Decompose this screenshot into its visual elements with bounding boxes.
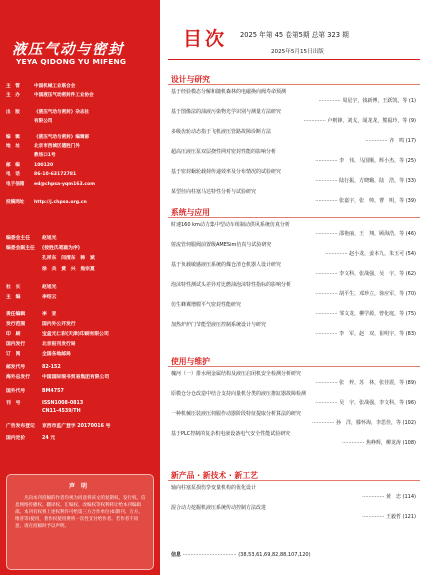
info-footer-pages: (38,53,61,69,82,88,107,120) — [238, 552, 311, 558]
info-value: 中国液压气动密封件工业协会 — [34, 93, 94, 98]
article-authors — [171, 117, 416, 124]
article-authors-text: ·············· 李 军，赵 双，崔明宇，等 (83) — [315, 331, 416, 337]
leader-dots: ·································· — [181, 552, 239, 558]
info-label: 地 址 — [6, 144, 20, 149]
info-label: 电子信箱 — [6, 182, 25, 187]
article-authors-text: ·············· 卢则锋，刘戈，闻龙龙，熊福玲，等 (9) — [303, 118, 416, 124]
header-rule — [168, 59, 420, 60]
article-authors-text: ·············· 赵小龙，姜本九，朱玉可 (54) — [325, 251, 416, 257]
article-authors-text: ·············· 张 梓，苏 林，张佳震，等 (89) — [315, 380, 416, 386]
article-authors-text: ·············· 周星宇，钱新博，王跃凯，等 (1) — [318, 98, 416, 104]
article-authors — [171, 419, 416, 426]
article-authors — [171, 330, 416, 337]
staff-label: 国内发行 — [6, 342, 26, 347]
staff-label: 邮发代号 — [6, 365, 26, 370]
article-title[interactable]: 仿生蜂翼增膛平气密封性能研究 — [171, 302, 242, 308]
article-authors — [171, 493, 416, 500]
journal-title: 液压气动与密封 — [12, 42, 124, 58]
article-authors — [171, 157, 416, 164]
article-title[interactable]: 时速160 km动力集中型动车组制动供风系统仿真分析 — [171, 222, 290, 228]
staff-label: 订 阅 — [6, 352, 21, 357]
info-row — [6, 110, 89, 116]
article-authors-text: ·············· 吴 宇，张战强，李文科，等 (96) — [315, 400, 416, 406]
info-row — [6, 153, 56, 159]
article-authors — [171, 439, 416, 446]
staff-row — [6, 409, 81, 414]
article-authors-text: ·············· 张嘉宇，张 帅，曹 明，等 (39) — [315, 198, 416, 204]
section-rule — [168, 217, 420, 218]
staff-value: 24 元 — [42, 436, 56, 441]
article-title[interactable]: 加热炉炉门节能型液压控制系统设计与研究 — [171, 322, 267, 328]
staff-row — [6, 387, 64, 394]
info-value: 中国机械工业联合会 — [34, 84, 76, 89]
staff-value: 国内外公开发行 — [42, 322, 76, 327]
section-heading: 新产品 · 新技术 · 新工艺 — [171, 471, 258, 480]
info-row — [6, 84, 75, 90]
staff-value: 宝盒元仁彩(天津)印刷有限公司 — [42, 332, 109, 337]
staff-value: 李 亚 — [42, 312, 57, 317]
staff-value: 孔祥东 闫清东 韩 斌 — [42, 256, 95, 261]
article-title[interactable]: 基于负载敏感液压系统的煤仓清仓机器人设计研究 — [171, 262, 282, 268]
staff-row — [6, 422, 110, 429]
staff-value: 徐 兵 黄 兴 焦宗夏 — [42, 267, 95, 272]
info-row — [6, 172, 76, 178]
article-title[interactable]: 某型径向柱塞马达特性分析与试验研究 — [171, 189, 257, 195]
staff-row — [6, 399, 83, 406]
staff-label: 国外代号 — [6, 389, 26, 394]
info-row — [6, 135, 89, 141]
statement-box — [6, 474, 154, 570]
staff-label: 编委会主任 — [6, 236, 30, 241]
staff-row — [6, 330, 109, 337]
article-authors-text: ·············· 邵艳丽，王 翔，顾海浩，等 (46) — [315, 231, 416, 237]
article-authors — [171, 230, 416, 237]
section-heading: 设计与研究 — [171, 75, 210, 84]
section-rule — [168, 366, 420, 367]
article-authors — [171, 177, 416, 184]
masthead-panel — [0, 0, 160, 575]
article-authors-text: ·············· 陆行振，方晓璐，陆 浩，等 (33) — [315, 178, 416, 184]
staff-row — [6, 283, 56, 290]
section-heading: 系统与应用 — [171, 208, 210, 217]
article-authors — [171, 250, 416, 257]
info-value: http://j.chpsa.org.cn — [34, 200, 87, 205]
staff-value: 82-152 — [42, 365, 61, 370]
info-row — [6, 93, 94, 99]
info-label: 编 辑 — [6, 135, 20, 140]
info-value: 北京市西城区德胜门外 — [34, 144, 80, 149]
article-authors — [171, 379, 416, 386]
article-authors — [171, 137, 416, 144]
article-authors-text: ·············· 焦峥辉，柳龙涛 (108) — [342, 440, 416, 446]
staff-label: 国内定价 — [6, 436, 26, 441]
staff-label: 主 编 — [6, 295, 21, 300]
article-authors — [171, 513, 416, 520]
staff-value: 赵旭光 — [42, 285, 57, 290]
staff-row — [6, 234, 56, 241]
staff-label: 社 长 — [6, 285, 21, 290]
section-rule — [168, 84, 420, 85]
staff-row — [6, 293, 56, 300]
statement-title: 声明 — [68, 483, 93, 490]
staff-value: 中国国际图书贸易集团有限公司 — [42, 375, 110, 380]
info-value: 《液压气动与密封》杂志社 — [34, 110, 90, 115]
info-value: ed@chpsa-yqm163.com — [34, 182, 96, 187]
info-row — [6, 119, 52, 125]
article-authors-text: ·············· 王毅哲 (121) — [362, 514, 416, 520]
info-label: 电 话 — [6, 172, 20, 177]
info-label: 主 管 — [6, 84, 20, 89]
info-footer-label: 信息 — [171, 552, 182, 558]
article-title[interactable]: 基于密封蜗轮载荷传递效率及分布情况的试验研究 — [171, 169, 282, 175]
staff-value: 赵旭光 — [42, 236, 57, 241]
section-heading: 使用与维护 — [171, 357, 210, 366]
statement-body: 凡向本刊投稿的作者均视为同意将该文的复制权、发行权、信息网络传播权、翻译权、汇编权、改编权等权利转让给本刊编辑部。本刊有权将上述权利许可给第三方合作单位(如期刊、万方、维普等)使用，著作权使用费将一次性支付给作者。若作者不同意，请在投稿时予以声明。 — [15, 496, 146, 529]
staff-value: 李绍云 — [42, 295, 57, 300]
info-label: 主 办 — [6, 93, 20, 98]
article-authors-text: ·············· 齐 鸣 (17) — [365, 138, 416, 144]
info-value: 100120 — [34, 163, 54, 168]
staff-row — [6, 363, 61, 370]
article-authors-text: ·············· 李 伟，马国顺，辉小杰，等 (25) — [315, 158, 416, 164]
article-title[interactable]: 原模仓分仓改造中结合支持向量机分类的液压推缸器故障检测 — [171, 391, 307, 397]
journal-title-pinyin: YEYA QIDONG YU MIFENG — [16, 57, 127, 66]
info-label: 邮 编 — [6, 163, 20, 168]
article-title[interactable]: 基于图像法的油液污染物光学识别与测量方法研究 — [171, 109, 282, 115]
info-row — [6, 163, 53, 169]
staff-row — [6, 254, 95, 261]
article-title[interactable]: 泡沫特性测试头差异对比燃油泡沫特性指标的影响分析 — [171, 282, 292, 288]
article-authors — [171, 97, 416, 104]
staff-value: ISSN1008-0813 — [42, 401, 84, 406]
issue-info: 2025 年第 45 卷第5期 总第 323 期 — [240, 31, 349, 39]
article-title[interactable]: 超高压液压泵双层挠性网对密封性能的影响分析 — [171, 149, 277, 155]
article-title[interactable]: 基于经验模态分解和随机森林的电磁换向阀寿命预测 — [171, 89, 287, 95]
article-title[interactable]: 混合动力挖掘机液压系统传动控制方法改进 — [171, 505, 267, 511]
info-value: 86-10-63172781 — [34, 172, 77, 177]
staff-label: 广告发布登记 — [6, 424, 35, 429]
staff-value: CN11-4539/TH — [42, 409, 81, 414]
article-title[interactable]: 射流管伺服阀前置级AMESim仿真与试验研究 — [171, 242, 272, 248]
article-title[interactable]: 一种机械压装液压伺服作动器阶段特征提取分析算法的研究 — [171, 411, 302, 417]
article-authors — [171, 197, 416, 204]
staff-value: 全国各地邮局 — [42, 352, 71, 357]
info-value: 教场口1号 — [34, 153, 56, 158]
staff-label: 印 刷 — [6, 332, 21, 337]
article-authors-text: ·············· 邹文龙，柳学源，曾化庭，等 (75) — [315, 311, 416, 317]
info-row — [6, 182, 95, 188]
article-title[interactable]: 槐河（一）排水闸金属结构及液压启闭机安全检测分析研究 — [171, 371, 302, 377]
staff-row — [6, 373, 109, 380]
staff-value: (按姓氏笔画为序) — [42, 246, 80, 251]
info-row — [6, 144, 80, 150]
staff-row — [6, 350, 71, 357]
article-authors-text: ·············· 黄 忠 (114) — [362, 494, 416, 500]
info-footer — [171, 551, 311, 558]
article-authors-text: ·············· 李文科，张战强，吴 宇，等 (62) — [315, 271, 416, 277]
info-value: 有限公司 — [34, 119, 53, 124]
article-title[interactable]: 基于PLC控制的复杂机电液设备电气安全性能试验研究 — [171, 431, 291, 437]
article-authors — [171, 270, 416, 277]
publication-date: 2025年5月15日出版 — [271, 49, 324, 55]
staff-value: 京西市监广登字 20170016 号 — [42, 424, 111, 429]
staff-row — [6, 320, 76, 327]
staff-row — [6, 340, 76, 347]
article-authors — [171, 399, 416, 406]
info-row — [6, 200, 87, 206]
staff-row — [6, 310, 56, 317]
article-authors-text: ·············· 孙 洋，滕怀海，李思佳，等 (102) — [312, 420, 416, 426]
staff-row — [6, 265, 95, 272]
staff-value: 北京报刊发行局 — [42, 342, 76, 347]
staff-label: 责任编辑 — [6, 312, 26, 317]
toc-title: 目次 — [183, 28, 228, 50]
staff-row — [6, 244, 80, 251]
section-rule — [168, 480, 420, 481]
staff-row — [6, 434, 55, 441]
article-authors-text: ·············· 胡平生，邓珍立，徐应军，等 (70) — [315, 291, 416, 297]
article-authors — [171, 310, 416, 317]
info-label: 投稿网址 — [6, 200, 25, 205]
staff-label: 刊 号 — [6, 401, 21, 406]
info-value: 《液压气动与密封》编辑部 — [34, 135, 90, 140]
article-title[interactable]: 轴向柱塞泵损伤孪变量机构的优化设计 — [171, 485, 257, 491]
staff-label: 海外总发行 — [6, 375, 30, 380]
article-authors — [171, 290, 416, 297]
article-title[interactable]: 多级齿轮动态指于飞机液压管路故障诊断方法 — [171, 129, 272, 135]
info-label: 出 版 — [6, 110, 20, 115]
staff-label: 编委会副主任 — [6, 246, 35, 251]
staff-value: BM4757 — [42, 389, 64, 394]
staff-label: 发行范围 — [6, 322, 26, 327]
